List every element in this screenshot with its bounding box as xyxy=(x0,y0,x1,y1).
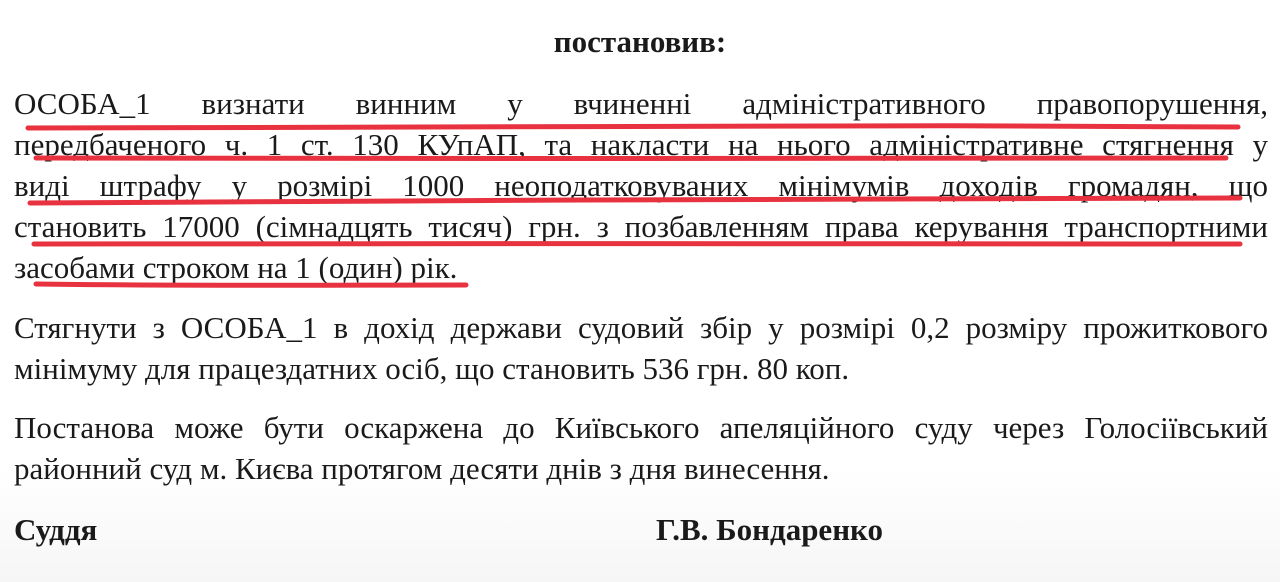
ruling-line-2: передбаченого ч. 1 ст. 130 КУпАП, та накласти на нього адміністративне стягнення у xyxy=(14,127,1268,162)
ruling-paragraph xyxy=(14,83,1268,288)
appeal-line-1: Постанова може бути оскаржена до Київського апеляційного суду через Голосіївський xyxy=(14,410,1268,445)
judge-name: Г.В. Бондаренко xyxy=(656,512,884,547)
appeal-paragraph xyxy=(14,407,1268,489)
ruling-line-3: виді штрафу у розмірі 1000 неоподатковуваних мінімумів доходів громадян, що xyxy=(14,168,1268,203)
appeal-line-2: районний суд м. Києва протягом десяти днів з дня винесення. xyxy=(14,451,830,486)
judge-title: Суддя xyxy=(14,512,98,547)
court-fee-paragraph xyxy=(14,307,1268,389)
ruling-line-1: ОСОБА_1 визнати винним у вчиненні адміністративного правопорушення, xyxy=(14,86,1268,121)
resolution-heading: постановив: xyxy=(553,24,727,59)
court-fee-line-1: Стягнути з ОСОБА_1 в дохід держави судовий збір у розмірі 0,2 розміру прожиткового xyxy=(14,310,1268,345)
ruling-line-4: становить 17000 (сімнадцять тисяч) грн. з позбавленням права керування транспортними xyxy=(14,209,1268,244)
court-fee-line-2: мінімуму для працездатних осіб, що становить 536 грн. 80 коп. xyxy=(14,351,850,386)
ruling-line-5: засобами строком на 1 (один) рік. xyxy=(14,250,458,285)
signature-block xyxy=(14,510,1268,550)
